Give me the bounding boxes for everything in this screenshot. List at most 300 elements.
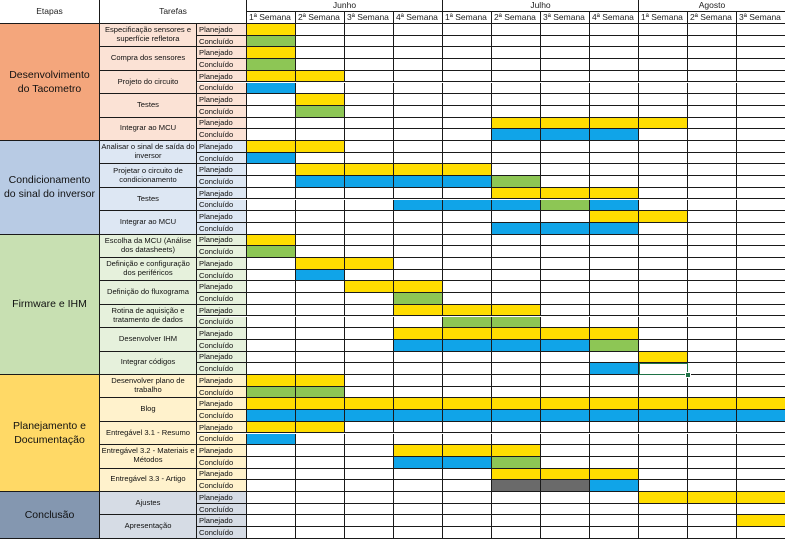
schedule-cell[interactable] — [394, 164, 443, 176]
schedule-cell[interactable] — [296, 352, 345, 364]
schedule-cell[interactable] — [247, 410, 296, 422]
schedule-cell[interactable] — [443, 492, 492, 504]
schedule-cell[interactable] — [247, 398, 296, 410]
schedule-cell[interactable] — [443, 398, 492, 410]
task-label[interactable] — [100, 94, 197, 117]
schedule-cell[interactable] — [296, 363, 345, 375]
schedule-cell[interactable] — [541, 164, 590, 176]
schedule-cell[interactable] — [492, 118, 541, 130]
schedule-cell[interactable] — [737, 293, 785, 305]
schedule-cell[interactable] — [737, 434, 785, 446]
schedule-cell[interactable] — [492, 527, 541, 539]
schedule-cell[interactable] — [639, 83, 688, 95]
schedule-cell[interactable] — [394, 246, 443, 258]
schedule-cell[interactable] — [737, 223, 785, 235]
schedule-cell[interactable] — [443, 317, 492, 329]
schedule-cell[interactable] — [394, 47, 443, 59]
schedule-cell[interactable] — [345, 457, 394, 469]
header-tarefas[interactable] — [100, 0, 247, 24]
schedule-cell[interactable] — [639, 164, 688, 176]
schedule-cell[interactable] — [688, 515, 737, 527]
row-kind-concluido[interactable] — [197, 434, 247, 446]
schedule-cell[interactable] — [345, 36, 394, 48]
schedule-cell[interactable] — [590, 153, 639, 165]
schedule-cell[interactable] — [688, 83, 737, 95]
schedule-cell[interactable] — [541, 375, 590, 387]
schedule-cell[interactable] — [688, 387, 737, 399]
schedule-cell[interactable] — [688, 176, 737, 188]
schedule-cell[interactable] — [590, 340, 639, 352]
row-kind-concluido[interactable] — [197, 317, 247, 329]
schedule-cell[interactable] — [345, 270, 394, 282]
schedule-cell[interactable] — [541, 515, 590, 527]
schedule-cell[interactable] — [394, 94, 443, 106]
schedule-cell[interactable] — [541, 352, 590, 364]
schedule-cell[interactable] — [492, 129, 541, 141]
schedule-cell[interactable] — [590, 36, 639, 48]
schedule-cell[interactable] — [688, 480, 737, 492]
schedule-cell[interactable] — [639, 118, 688, 130]
schedule-cell[interactable] — [247, 387, 296, 399]
schedule-cell[interactable] — [737, 246, 785, 258]
schedule-cell[interactable] — [541, 445, 590, 457]
schedule-cell[interactable] — [688, 375, 737, 387]
task-label[interactable] — [100, 352, 197, 375]
row-kind-planejado[interactable] — [197, 71, 247, 83]
schedule-cell[interactable] — [394, 235, 443, 247]
week-header[interactable] — [296, 12, 345, 24]
schedule-cell[interactable] — [443, 305, 492, 317]
schedule-cell[interactable] — [394, 281, 443, 293]
schedule-cell[interactable] — [737, 387, 785, 399]
schedule-cell[interactable] — [590, 176, 639, 188]
schedule-cell[interactable] — [247, 363, 296, 375]
row-kind-concluido[interactable] — [197, 106, 247, 118]
schedule-cell[interactable] — [492, 398, 541, 410]
schedule-cell[interactable] — [737, 398, 785, 410]
schedule-cell[interactable] — [492, 340, 541, 352]
schedule-cell[interactable] — [492, 328, 541, 340]
schedule-cell[interactable] — [345, 83, 394, 95]
schedule-cell[interactable] — [737, 328, 785, 340]
schedule-cell[interactable] — [737, 527, 785, 539]
schedule-cell[interactable] — [247, 36, 296, 48]
schedule-cell[interactable] — [492, 293, 541, 305]
schedule-cell[interactable] — [296, 398, 345, 410]
schedule-cell[interactable] — [639, 258, 688, 270]
schedule-cell[interactable] — [541, 328, 590, 340]
schedule-cell[interactable] — [443, 153, 492, 165]
schedule-cell[interactable] — [590, 469, 639, 481]
schedule-cell[interactable] — [296, 492, 345, 504]
schedule-cell[interactable] — [737, 200, 785, 212]
schedule-cell[interactable] — [737, 106, 785, 118]
month-header[interactable] — [443, 0, 639, 12]
schedule-cell[interactable] — [443, 106, 492, 118]
schedule-cell[interactable] — [296, 480, 345, 492]
schedule-cell[interactable] — [247, 281, 296, 293]
schedule-cell[interactable] — [345, 515, 394, 527]
schedule-cell[interactable] — [443, 71, 492, 83]
schedule-cell[interactable] — [688, 293, 737, 305]
schedule-cell[interactable] — [394, 410, 443, 422]
schedule-cell[interactable] — [737, 153, 785, 165]
week-header[interactable] — [737, 12, 785, 24]
schedule-cell[interactable] — [737, 24, 785, 36]
row-kind-planejado[interactable] — [197, 305, 247, 317]
schedule-cell[interactable] — [247, 492, 296, 504]
schedule-cell[interactable] — [492, 47, 541, 59]
task-label[interactable] — [100, 398, 197, 421]
schedule-cell[interactable] — [590, 293, 639, 305]
schedule-cell[interactable] — [443, 118, 492, 130]
schedule-cell[interactable] — [345, 398, 394, 410]
schedule-cell[interactable] — [737, 164, 785, 176]
schedule-cell[interactable] — [737, 176, 785, 188]
task-label[interactable] — [100, 47, 197, 70]
schedule-cell[interactable] — [639, 527, 688, 539]
schedule-cell[interactable] — [247, 422, 296, 434]
task-label[interactable] — [100, 328, 197, 351]
schedule-cell[interactable] — [247, 24, 296, 36]
schedule-cell[interactable] — [394, 352, 443, 364]
schedule-cell[interactable] — [541, 410, 590, 422]
schedule-cell[interactable] — [247, 59, 296, 71]
schedule-cell[interactable] — [247, 153, 296, 165]
schedule-cell[interactable] — [247, 94, 296, 106]
task-label[interactable] — [100, 118, 197, 141]
task-label[interactable] — [100, 445, 197, 468]
schedule-cell[interactable] — [394, 129, 443, 141]
schedule-cell[interactable] — [541, 24, 590, 36]
schedule-cell[interactable] — [541, 340, 590, 352]
schedule-cell[interactable] — [443, 235, 492, 247]
schedule-cell[interactable] — [443, 387, 492, 399]
schedule-cell[interactable] — [737, 410, 785, 422]
schedule-cell[interactable] — [345, 176, 394, 188]
schedule-cell[interactable] — [688, 434, 737, 446]
schedule-cell[interactable] — [345, 59, 394, 71]
schedule-cell[interactable] — [541, 492, 590, 504]
stage-label[interactable] — [0, 141, 100, 235]
schedule-cell[interactable] — [590, 141, 639, 153]
schedule-cell[interactable] — [541, 246, 590, 258]
schedule-cell[interactable] — [345, 387, 394, 399]
schedule-cell[interactable] — [296, 527, 345, 539]
schedule-cell[interactable] — [345, 527, 394, 539]
schedule-cell[interactable] — [443, 270, 492, 282]
schedule-cell[interactable] — [394, 387, 443, 399]
schedule-cell[interactable] — [443, 363, 492, 375]
schedule-cell[interactable] — [639, 375, 688, 387]
schedule-cell[interactable] — [492, 352, 541, 364]
schedule-cell[interactable] — [443, 200, 492, 212]
schedule-cell[interactable] — [296, 422, 345, 434]
schedule-cell[interactable] — [639, 129, 688, 141]
schedule-cell[interactable] — [296, 246, 345, 258]
schedule-cell[interactable] — [443, 24, 492, 36]
row-kind-planejado[interactable] — [197, 118, 247, 130]
schedule-cell[interactable] — [394, 398, 443, 410]
schedule-cell[interactable] — [639, 352, 688, 364]
schedule-cell[interactable] — [590, 445, 639, 457]
row-kind-planejado[interactable] — [197, 445, 247, 457]
schedule-cell[interactable] — [590, 235, 639, 247]
schedule-cell[interactable] — [247, 47, 296, 59]
schedule-cell[interactable] — [590, 434, 639, 446]
schedule-cell[interactable] — [541, 176, 590, 188]
schedule-cell[interactable] — [345, 235, 394, 247]
schedule-cell[interactable] — [492, 434, 541, 446]
task-label[interactable] — [100, 24, 197, 47]
schedule-cell[interactable] — [639, 235, 688, 247]
schedule-cell[interactable] — [688, 352, 737, 364]
schedule-cell[interactable] — [737, 118, 785, 130]
row-kind-planejado[interactable] — [197, 258, 247, 270]
schedule-cell[interactable] — [394, 24, 443, 36]
schedule-cell[interactable] — [247, 235, 296, 247]
schedule-cell[interactable] — [296, 24, 345, 36]
schedule-cell[interactable] — [394, 515, 443, 527]
schedule-cell[interactable] — [443, 47, 492, 59]
schedule-cell[interactable] — [639, 293, 688, 305]
schedule-cell[interactable] — [296, 200, 345, 212]
schedule-cell[interactable] — [394, 305, 443, 317]
schedule-cell[interactable] — [296, 515, 345, 527]
schedule-cell[interactable] — [394, 59, 443, 71]
schedule-cell[interactable] — [492, 141, 541, 153]
schedule-cell[interactable] — [492, 223, 541, 235]
schedule-cell[interactable] — [492, 59, 541, 71]
schedule-cell[interactable] — [541, 188, 590, 200]
schedule-cell[interactable] — [590, 47, 639, 59]
schedule-cell[interactable] — [394, 83, 443, 95]
schedule-cell[interactable] — [443, 527, 492, 539]
schedule-cell[interactable] — [590, 410, 639, 422]
schedule-cell[interactable] — [737, 445, 785, 457]
schedule-cell[interactable] — [590, 71, 639, 83]
schedule-cell[interactable] — [492, 83, 541, 95]
schedule-cell[interactable] — [688, 153, 737, 165]
schedule-cell[interactable] — [688, 141, 737, 153]
schedule-cell[interactable] — [541, 293, 590, 305]
schedule-cell[interactable] — [492, 246, 541, 258]
week-header[interactable] — [394, 12, 443, 24]
task-label[interactable] — [100, 141, 197, 164]
schedule-cell[interactable] — [345, 492, 394, 504]
schedule-cell[interactable] — [639, 515, 688, 527]
schedule-cell[interactable] — [394, 176, 443, 188]
stage-label[interactable] — [0, 375, 100, 492]
schedule-cell[interactable] — [247, 328, 296, 340]
task-label[interactable] — [100, 211, 197, 234]
schedule-cell[interactable] — [737, 141, 785, 153]
schedule-cell[interactable] — [688, 340, 737, 352]
week-header[interactable] — [345, 12, 394, 24]
schedule-cell[interactable] — [296, 153, 345, 165]
schedule-cell[interactable] — [492, 480, 541, 492]
schedule-cell[interactable] — [737, 363, 785, 375]
schedule-cell[interactable] — [541, 480, 590, 492]
schedule-cell[interactable] — [443, 340, 492, 352]
schedule-cell[interactable] — [345, 188, 394, 200]
schedule-cell[interactable] — [541, 527, 590, 539]
schedule-cell[interactable] — [737, 211, 785, 223]
schedule-cell[interactable] — [296, 141, 345, 153]
schedule-cell[interactable] — [443, 129, 492, 141]
schedule-cell[interactable] — [394, 211, 443, 223]
schedule-cell[interactable] — [443, 328, 492, 340]
schedule-cell[interactable] — [247, 504, 296, 516]
schedule-cell[interactable] — [247, 527, 296, 539]
schedule-cell[interactable] — [492, 164, 541, 176]
schedule-cell[interactable] — [688, 47, 737, 59]
schedule-cell[interactable] — [247, 118, 296, 130]
schedule-cell[interactable] — [639, 188, 688, 200]
schedule-cell[interactable] — [296, 36, 345, 48]
schedule-cell[interactable] — [639, 457, 688, 469]
schedule-cell[interactable] — [345, 305, 394, 317]
schedule-cell[interactable] — [394, 480, 443, 492]
schedule-cell[interactable] — [296, 258, 345, 270]
schedule-cell[interactable] — [247, 176, 296, 188]
task-label[interactable] — [100, 422, 197, 445]
schedule-cell[interactable] — [443, 258, 492, 270]
schedule-cell[interactable] — [492, 305, 541, 317]
schedule-cell[interactable] — [247, 270, 296, 282]
row-kind-planejado[interactable] — [197, 375, 247, 387]
schedule-cell[interactable] — [492, 36, 541, 48]
schedule-cell[interactable] — [541, 363, 590, 375]
schedule-cell[interactable] — [247, 106, 296, 118]
row-kind-concluido[interactable] — [197, 387, 247, 399]
task-label[interactable] — [100, 235, 197, 258]
schedule-cell[interactable] — [345, 328, 394, 340]
schedule-cell[interactable] — [639, 270, 688, 282]
schedule-cell[interactable] — [296, 457, 345, 469]
row-kind-planejado[interactable] — [197, 94, 247, 106]
schedule-cell[interactable] — [296, 235, 345, 247]
schedule-cell[interactable] — [737, 457, 785, 469]
schedule-cell[interactable] — [443, 211, 492, 223]
schedule-cell[interactable] — [492, 188, 541, 200]
schedule-cell[interactable] — [492, 410, 541, 422]
schedule-cell[interactable] — [688, 504, 737, 516]
schedule-cell[interactable] — [247, 340, 296, 352]
schedule-cell[interactable] — [492, 422, 541, 434]
schedule-cell[interactable] — [737, 340, 785, 352]
row-kind-planejado[interactable] — [197, 164, 247, 176]
schedule-cell[interactable] — [590, 422, 639, 434]
schedule-cell[interactable] — [737, 422, 785, 434]
schedule-cell[interactable] — [394, 200, 443, 212]
schedule-cell[interactable] — [590, 164, 639, 176]
row-kind-concluido[interactable] — [197, 293, 247, 305]
schedule-cell[interactable] — [443, 480, 492, 492]
week-header[interactable] — [443, 12, 492, 24]
schedule-cell[interactable] — [541, 36, 590, 48]
schedule-cell[interactable] — [688, 492, 737, 504]
row-kind-concluido[interactable] — [197, 83, 247, 95]
schedule-cell[interactable] — [688, 281, 737, 293]
schedule-cell[interactable] — [737, 188, 785, 200]
schedule-cell[interactable] — [590, 398, 639, 410]
row-kind-planejado[interactable] — [197, 188, 247, 200]
schedule-cell[interactable] — [492, 492, 541, 504]
schedule-cell[interactable] — [639, 71, 688, 83]
row-kind-planejado[interactable] — [197, 352, 247, 364]
schedule-cell[interactable] — [590, 504, 639, 516]
schedule-cell[interactable] — [443, 375, 492, 387]
schedule-cell[interactable] — [394, 469, 443, 481]
schedule-cell[interactable] — [639, 223, 688, 235]
schedule-cell[interactable] — [541, 200, 590, 212]
schedule-cell[interactable] — [345, 71, 394, 83]
schedule-cell[interactable] — [492, 270, 541, 282]
schedule-cell[interactable] — [296, 281, 345, 293]
schedule-cell[interactable] — [296, 434, 345, 446]
schedule-cell[interactable] — [541, 434, 590, 446]
schedule-cell[interactable] — [639, 340, 688, 352]
schedule-cell[interactable] — [541, 71, 590, 83]
task-label[interactable] — [100, 258, 197, 281]
task-label[interactable] — [100, 71, 197, 94]
schedule-cell[interactable] — [541, 270, 590, 282]
schedule-cell[interactable] — [296, 71, 345, 83]
schedule-cell[interactable] — [590, 480, 639, 492]
row-kind-concluido[interactable] — [197, 200, 247, 212]
schedule-cell[interactable] — [443, 422, 492, 434]
schedule-cell[interactable] — [688, 422, 737, 434]
schedule-cell[interactable] — [688, 71, 737, 83]
schedule-cell[interactable] — [345, 258, 394, 270]
schedule-cell[interactable] — [296, 188, 345, 200]
row-kind-planejado[interactable] — [197, 24, 247, 36]
schedule-cell[interactable] — [247, 317, 296, 329]
schedule-cell[interactable] — [492, 387, 541, 399]
schedule-cell[interactable] — [247, 223, 296, 235]
schedule-cell[interactable] — [688, 258, 737, 270]
week-header[interactable] — [541, 12, 590, 24]
schedule-cell[interactable] — [737, 317, 785, 329]
schedule-cell[interactable] — [541, 94, 590, 106]
schedule-cell[interactable] — [443, 293, 492, 305]
schedule-cell[interactable] — [345, 422, 394, 434]
schedule-cell[interactable] — [443, 469, 492, 481]
schedule-cell[interactable] — [345, 375, 394, 387]
row-kind-planejado[interactable] — [197, 422, 247, 434]
row-kind-concluido[interactable] — [197, 270, 247, 282]
schedule-cell[interactable] — [639, 153, 688, 165]
schedule-cell[interactable] — [492, 176, 541, 188]
schedule-cell[interactable] — [443, 141, 492, 153]
schedule-cell[interactable] — [639, 469, 688, 481]
schedule-cell[interactable] — [590, 363, 639, 375]
schedule-cell[interactable] — [394, 223, 443, 235]
task-label[interactable] — [100, 281, 197, 304]
schedule-cell[interactable] — [639, 94, 688, 106]
schedule-cell[interactable] — [345, 480, 394, 492]
schedule-cell[interactable] — [492, 281, 541, 293]
schedule-cell[interactable] — [394, 118, 443, 130]
schedule-cell[interactable] — [296, 328, 345, 340]
row-kind-concluido[interactable] — [197, 153, 247, 165]
row-kind-concluido[interactable] — [197, 480, 247, 492]
schedule-cell[interactable] — [394, 36, 443, 48]
schedule-cell[interactable] — [688, 164, 737, 176]
schedule-cell[interactable] — [492, 24, 541, 36]
row-kind-planejado[interactable] — [197, 515, 247, 527]
